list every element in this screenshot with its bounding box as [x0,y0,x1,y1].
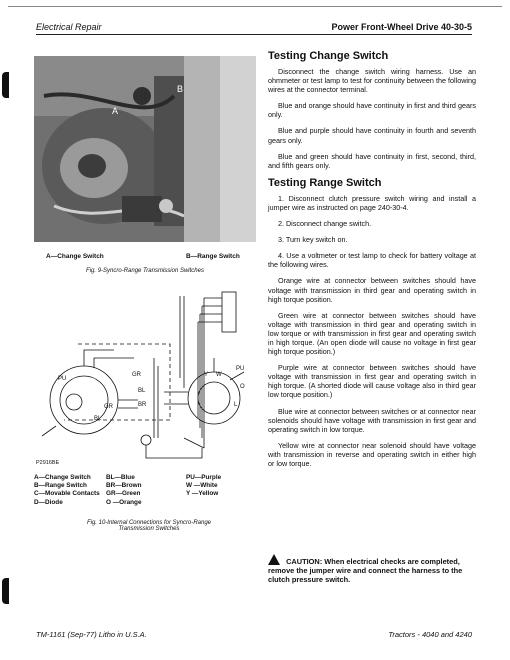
paragraph: Blue and purple should have continuity in fourth and seventh gears only. [268,126,476,145]
legend-item: C—Movable Contacts [34,490,100,498]
legend-item: Y —Yellow [186,490,219,498]
figure10-code: P2916BE [36,460,60,466]
caution-notice [268,554,476,585]
step-3: 3. Turn key switch on. [278,235,348,245]
callout-change-switch: A—Change Switch [46,253,104,260]
figure10-caption [34,520,264,532]
legend-col-components [34,474,100,507]
wire-label-pu-right: PU [236,366,245,372]
wire-label-l: L [234,402,238,408]
legend-item: D—Diode [34,498,63,506]
caution-label: CAUTION: [286,557,323,566]
header-section: Electrical Repair [36,22,102,32]
step-1: 1. Disconnect clutch pressure switch wiring and install a jumper wire as instructed on page 240-30-4. [268,193,476,212]
legend-item: O —Orange [106,498,142,506]
footer-models: Tractors - 4040 and 4240 [388,630,472,639]
wire-label-gr-side: GR [104,404,113,410]
caution-text: When electrical checks are completed, remove the jumper wire and connect the harness to the clutch pressure switch. [268,557,463,585]
paragraph: Disconnect the change switch wiring harness. Use an ohmmeter or test lamp to test for continuity between the following wires at the connector terminal. [268,67,476,95]
legend-item: PU—Purple [186,474,222,481]
legend-item: BR—Brown [106,482,142,490]
paragraph-orange-wire: Orange wire at connector between switches should have voltage with transmission in third gear and operating switch in high torque position. [268,276,476,304]
paragraph: Blue and green should have continuity in first, second, third, and fifth gears only. [268,151,476,170]
svg-text:B: B [177,84,184,94]
wire-label-w: W [216,372,222,378]
legend-col-colors-2 [186,474,221,499]
section-title-change-switch: Testing Change Switch [268,50,389,62]
header-rule [36,34,472,35]
legend-col-colors-1 [106,474,142,507]
wiring-diagram [34,288,264,470]
transmission-switches-photo [34,56,256,242]
section-title-range-switch: Testing Range Switch [268,176,382,189]
step-2: 2. Disconnect change switch. [278,219,372,229]
wire-label-o: O [240,384,245,390]
legend-item: B—Range Switch [34,482,87,490]
paragraph: Blue and orange should have continuity in first and third gears only. [268,101,476,120]
wire-label-pu-left: PU [58,376,67,382]
paragraph-purple-wire: Purple wire at connector between switches should have voltage with transmission in first gear and operating switch in high torque. (A shorted diode will cause voltage also in third gear low torque position.) [268,363,476,400]
figure10-caption-line2: Transmission Switches [118,526,180,532]
paragraph-green-wire: Green wire at connector between switches should have voltage with transmission in third gear and operating switch in low torque or with transmission in first gear and operating switch in high torque. (An open diode will cause no voltage in first gear high torque position.) [268,310,476,357]
paragraph-yellow-wire: Yellow wire at connector near solenoid should have voltage with transmission in reverse and operating switch in either high or low torque. [268,440,476,468]
paragraph-blue-wire: Blue wire at connector between switches or at connector near solenoids should have voltage with transmission in first gear and operating switch in low torque. [268,406,476,434]
wire-label-bl: BL [138,388,146,394]
binder-hole-mark [2,72,9,98]
legend-item: BL—Blue [106,474,135,481]
footer-publication: TM-1161 (Sep-77) Litho in U.S.A. [36,630,147,639]
right-column [268,50,476,475]
wire-label-y: Y [204,372,209,378]
binder-hole-mark [2,578,9,604]
page-edge-line [8,6,502,7]
wire-label-br: BR [138,402,147,408]
warning-triangle-icon [268,554,280,565]
svg-text:A: A [112,106,119,116]
legend-item: W —White [186,482,218,490]
legend-item: GR—Green [106,490,141,498]
header-chapter: Power Front-Wheel Drive 40-30-5 [331,22,472,32]
callout-range-switch: B—Range Switch [186,253,240,260]
legend-item: A—Change Switch [34,474,91,481]
wire-label-gr-top: GR [132,372,141,378]
figure9-caption: Fig. 9-Syncro-Range Transmission Switches [86,268,204,274]
wire-label-bl-lower: BL [94,416,102,422]
figure10-caption-line1: Fig. 10-Internal Connections for Syncro-Range [86,520,212,526]
step-4: 4. Use a voltmeter or test lamp to check for battery voltage at the following wires. [268,251,476,270]
